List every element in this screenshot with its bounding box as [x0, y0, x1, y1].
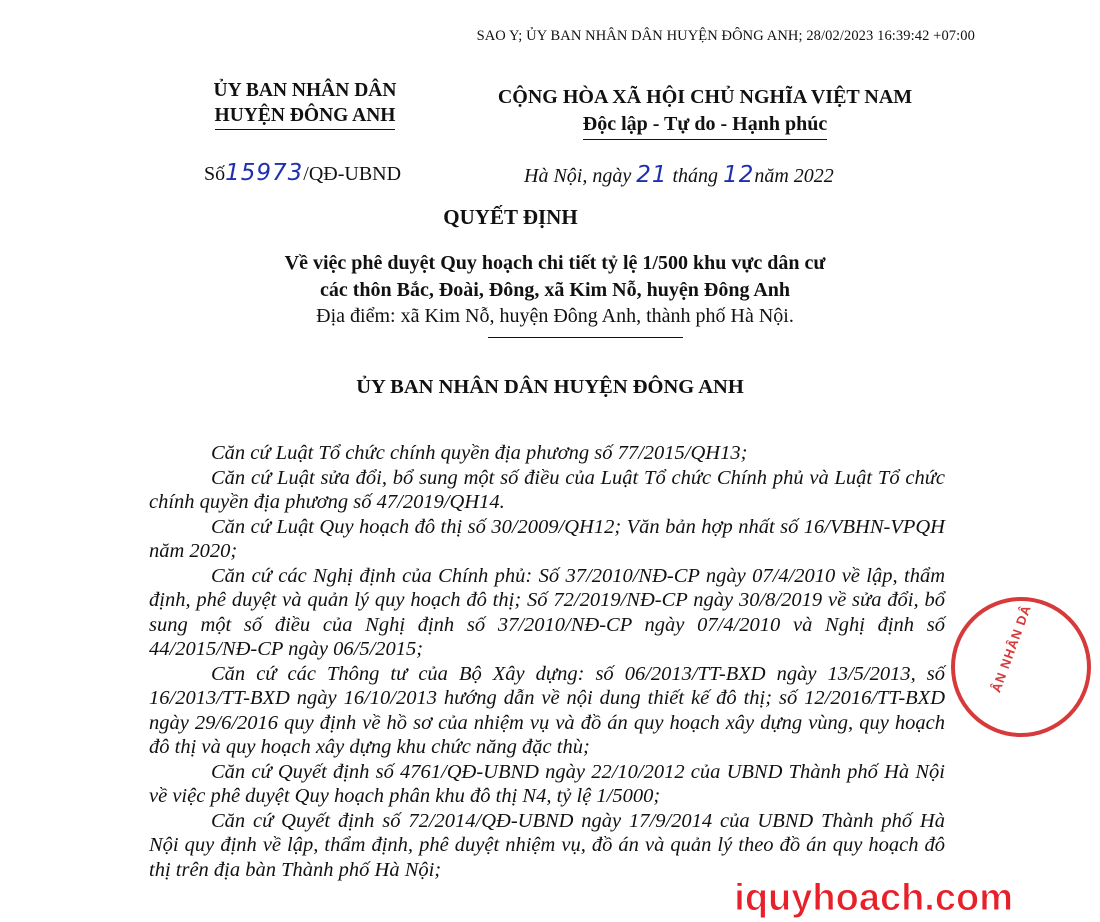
national-motto [470, 84, 940, 140]
legal-basis-paragraph: Căn cứ các Nghị định của Chính phủ: Số 37/2010/NĐ-CP ngày 07/4/2010 về lập, thẩm định, phê duyệt và quản lý quy hoạch đô thị; Số 72/2019/NĐ-CP ngày 30/8/2019 về sửa đổi, bổ sung một số điều của Nghị định số 37/2010/NĐ-CP ngày 07/4/2010 và Nghị định số 44/2015/NĐ-CP ngày 06/5/2015; [149, 564, 945, 660]
legal-basis-paragraph: Căn cứ Quyết định số 4761/QĐ-UBND ngày 22/10/2012 của UBND Thành phố Hà Nội về việc phê duyệt Quy hoạch phân khu đô thị N4, tỷ lệ 1/5000; [149, 760, 945, 807]
doc-number-handwritten: 15973 [225, 160, 304, 186]
seal-text: ÂN NHÂN DÂ [988, 602, 1035, 695]
document-title: QUYẾT ĐỊNH [443, 205, 578, 229]
legal-basis-paragraph: Căn cứ Quyết định số 72/2014/QĐ-UBND ngày 17/9/2014 của UBND Thành phố Hà Nội quy định về lập, thẩm định, phê duyệt nhiệm vụ, đồ án và quản lý theo đồ án quy hoạch đô thị trên địa bàn Thành phố Hà Nội; [149, 809, 945, 881]
nation-line-1: CỘNG HÒA XÃ HỘI CHỦ NGHĨA VIỆT NAM [497, 86, 913, 108]
document-number [204, 160, 401, 186]
red-seal-stamp [951, 597, 1091, 737]
legal-basis-paragraph: Căn cứ Luật Quy hoạch đô thị số 30/2009/QH12; Văn bản hợp nhất số 16/VBHN-VPQH năm 2020; [149, 515, 945, 562]
issuing-agency [200, 78, 410, 130]
agency-line-1: ỦY BAN NHÂN DÂN [213, 80, 397, 101]
date-day-handwritten: 21 [636, 162, 668, 188]
issuer-heading: ỦY BAN NHÂN DÂN HUYỆN ĐÔNG ANH [356, 376, 744, 398]
legal-basis-paragraph: Căn cứ Luật sửa đổi, bổ sung một số điều của Luật Tổ chức Chính phủ và Luật Tổ chức chính quyền địa phương số 47/2019/QH14. [149, 466, 945, 513]
date-prefix: Hà Nội, ngày [524, 165, 632, 187]
agency-line-2: HUYỆN ĐÔNG ANH [215, 103, 396, 130]
location-line: Địa điểm: xã Kim Nỗ, huyện Đông Anh, thành phố Hà Nội. [316, 305, 794, 327]
document-subject [180, 250, 930, 304]
legal-basis-paragraph: Căn cứ các Thông tư của Bộ Xây dựng: số 06/2013/TT-BXD ngày 13/5/2013, số 16/2013/TT-BXD ngày 16/10/2013 hướng dẫn về nội dung thiết kế đô thị; số 12/2016/TT-BXD ngày 29/6/2016 quy định về hồ sơ của nhiệm vụ và đồ án quy hoạch xây dựng vùng, quy hoạch đô thị và quy hoạch xây dựng khu chức năng đặc thù; [149, 662, 945, 758]
date-month-handwritten: 12 [723, 162, 755, 188]
doc-number-prefix: Số [204, 163, 226, 185]
nation-line-2: Độc lập - Tự do - Hạnh phúc [583, 111, 827, 140]
digital-copy-stamp: SAO Y; ỦY BAN NHÂN DÂN HUYỆN ĐÔNG ANH; 28/02/2023 16:39:42 +07:00 [476, 28, 975, 44]
location-underline [488, 337, 683, 338]
legal-basis-paragraph: Căn cứ Luật Tổ chức chính quyền địa phương số 77/2015/QH13; [211, 442, 748, 464]
legal-basis-body [149, 441, 945, 882]
date-year: năm 2022 [754, 165, 834, 187]
subject-line-2: các thôn Bắc, Đoài, Đông, xã Kim Nỗ, huyện Đông Anh [319, 279, 791, 301]
site-watermark: iquyhoach.com [734, 877, 1013, 919]
date-month-label: tháng [672, 165, 719, 187]
issue-date [524, 162, 834, 188]
subject-line-1: Về việc phê duyệt Quy hoạch chi tiết tỷ lệ 1/500 khu vực dân cư [284, 252, 826, 274]
doc-number-suffix: /QĐ-UBND [303, 163, 402, 185]
